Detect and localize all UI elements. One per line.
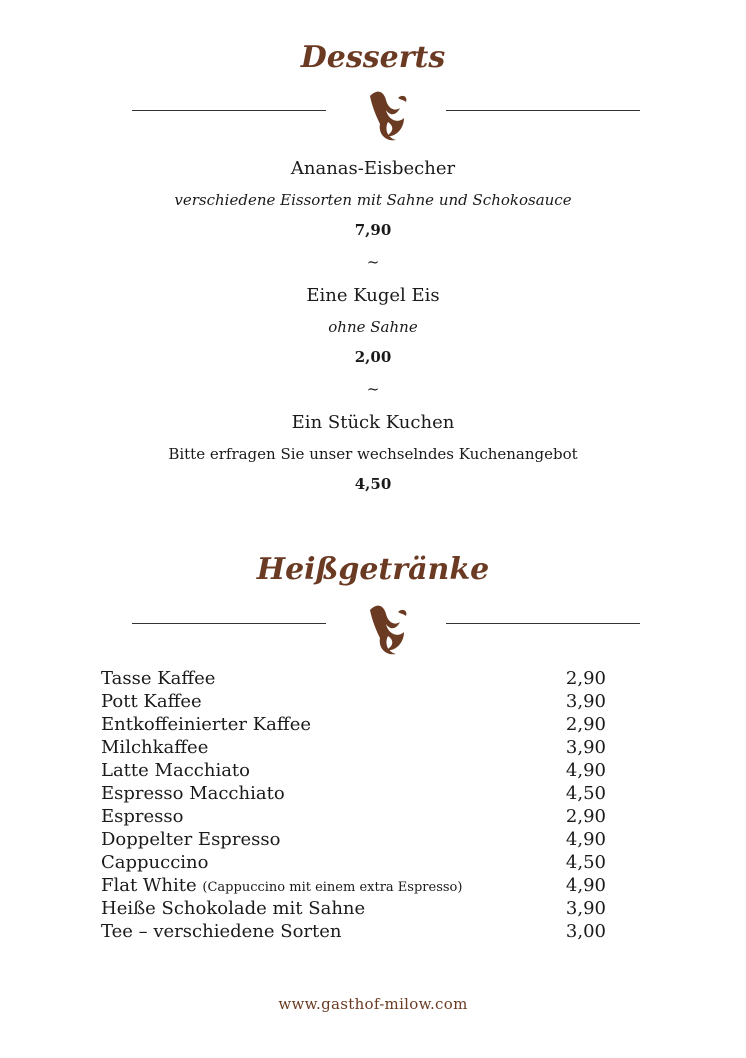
- drink-row: [101, 759, 606, 782]
- drink-name: [101, 667, 215, 690]
- dessert-name: Eine Kugel Eis: [306, 285, 440, 306]
- drink-name: [101, 874, 462, 899]
- drink-name: [101, 920, 342, 943]
- drink-price: 4,90: [565, 875, 606, 896]
- drink-price: 3,00: [565, 921, 606, 942]
- footer-website: www.gasthof-milow.com: [278, 995, 468, 1013]
- dessert-separator: ~: [366, 380, 380, 398]
- drink-name: [101, 828, 280, 851]
- drink-name-label: Pott Kaffee: [101, 691, 202, 712]
- drink-name-label: Milchkaffee: [101, 737, 209, 758]
- divider-right: [446, 623, 640, 624]
- dessert-name: Ananas-Eisbecher: [290, 158, 456, 179]
- drink-name-label: Tasse Kaffee: [101, 668, 216, 689]
- drink-name: [101, 736, 208, 759]
- dessert-price: 4,50: [354, 475, 392, 493]
- drink-name: [101, 782, 285, 805]
- drink-row: [101, 874, 606, 897]
- dessert-separator: ~: [366, 253, 380, 271]
- drink-row: [101, 851, 606, 874]
- drink-price: 2,90: [565, 714, 606, 735]
- drink-row: [101, 805, 606, 828]
- drink-price: 2,90: [565, 806, 606, 827]
- drink-name-label: Heiße Schokolade mit Sahne: [101, 898, 366, 919]
- dessert-description: Bitte erfragen Sie unser wechselndes Kuchenangebot: [168, 445, 578, 463]
- divider-right: [446, 110, 640, 111]
- dessert-price: 2,00: [354, 348, 392, 366]
- drink-row: [101, 690, 606, 713]
- dessert-name: Ein Stück Kuchen: [291, 412, 455, 433]
- drink-name: [101, 851, 209, 874]
- drink-row: [101, 713, 606, 736]
- drink-name-label: Doppelter Espresso: [101, 829, 281, 850]
- drink-price: 4,90: [565, 760, 606, 781]
- drink-name: [101, 897, 365, 920]
- drink-name-label: Cappuccino: [101, 852, 209, 873]
- drink-price: 3,90: [565, 737, 606, 758]
- drink-name-label: Espresso Macchiato: [101, 783, 285, 804]
- drink-row: [101, 667, 606, 690]
- drink-price: 3,90: [565, 898, 606, 919]
- dessert-description: verschiedene Eissorten mit Sahne und Schokosauce: [174, 191, 572, 209]
- drink-note: (Cappuccino mit einem extra Espresso): [202, 880, 463, 895]
- drink-row: [101, 828, 606, 851]
- drink-name: [101, 759, 250, 782]
- drink-name: [101, 713, 311, 736]
- drink-row: [101, 920, 606, 943]
- drink-row: [101, 897, 606, 920]
- drink-name: [101, 690, 202, 713]
- dessert-description: ohne Sahne: [328, 318, 418, 336]
- ornament-swirl-icon: [364, 600, 412, 656]
- drink-price: 4,50: [565, 783, 606, 804]
- drink-price: 4,90: [565, 829, 606, 850]
- ornament-swirl-icon: [364, 86, 412, 142]
- drink-name-label: Entkoffeinierter Kaffee: [101, 714, 311, 735]
- divider-left: [132, 623, 326, 624]
- drink-name-label: Espresso: [101, 806, 184, 827]
- drink-name-label: Flat White: [101, 875, 197, 896]
- drink-name-label: Latte Macchiato: [101, 760, 251, 781]
- drink-name: [101, 805, 183, 828]
- dessert-price: 7,90: [354, 221, 392, 239]
- drink-name-label: Tee – verschiedene Sorten: [101, 921, 342, 942]
- desserts-title: Desserts: [300, 40, 446, 75]
- drink-price: 3,90: [565, 691, 606, 712]
- divider-left: [132, 110, 326, 111]
- drink-price: 2,90: [565, 668, 606, 689]
- drink-row: [101, 782, 606, 805]
- hot-drinks-title: Heißgetränke: [256, 552, 490, 587]
- drink-row: [101, 736, 606, 759]
- drink-price: 4,50: [565, 852, 606, 873]
